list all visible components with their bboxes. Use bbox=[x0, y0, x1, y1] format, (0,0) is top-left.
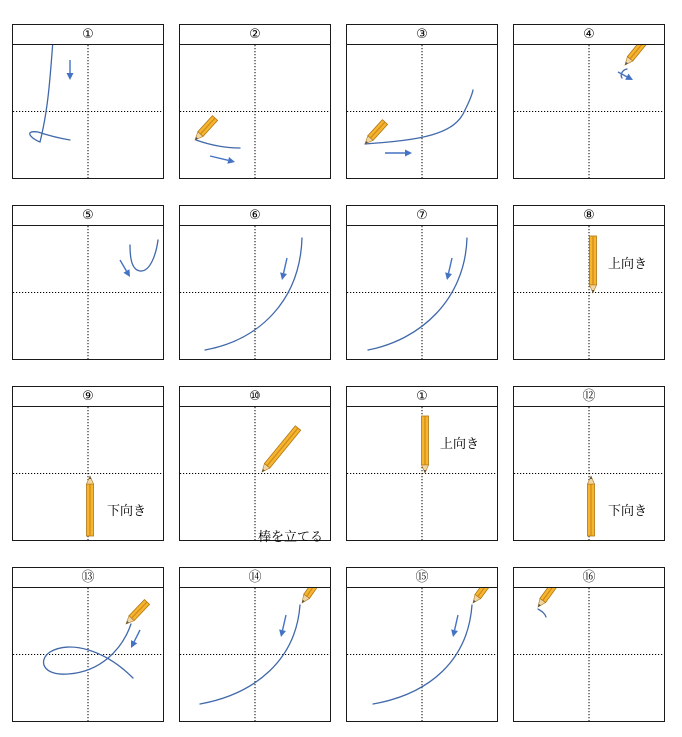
panel-drawing bbox=[180, 588, 330, 721]
stroke-panel bbox=[179, 205, 331, 360]
panel-step-number: ⑤ bbox=[13, 206, 163, 226]
panel-drawing bbox=[180, 407, 330, 540]
direction-arrow-icon bbox=[210, 156, 235, 164]
panel-drawing bbox=[13, 226, 163, 359]
stroke-panel bbox=[179, 386, 331, 541]
panel-step-number: ⑭ bbox=[180, 568, 330, 588]
pencil-direction-label: 下向き bbox=[608, 504, 648, 519]
panel-step-number: ⑬ bbox=[13, 568, 163, 588]
direction-arrow-icon bbox=[131, 630, 140, 648]
stroke-path bbox=[196, 140, 240, 148]
pencil-icon bbox=[590, 236, 597, 293]
direction-arrow-icon bbox=[445, 258, 452, 280]
stroke-panel bbox=[346, 205, 498, 360]
panel-drawing bbox=[514, 588, 664, 721]
direction-arrow-icon bbox=[67, 60, 74, 80]
direction-arrow-icon bbox=[280, 258, 287, 280]
pencil-direction-label: 棒を立てる bbox=[258, 530, 324, 545]
stroke-path bbox=[365, 90, 473, 144]
pencil-icon bbox=[259, 426, 300, 474]
panel-drawing bbox=[180, 45, 330, 178]
stroke-path bbox=[205, 238, 302, 350]
panel-step-number: ① bbox=[13, 25, 163, 45]
panel-step-number: ⑯ bbox=[514, 568, 664, 588]
direction-arrow-icon bbox=[279, 615, 286, 637]
pencil-icon bbox=[470, 588, 493, 605]
stroke-panel bbox=[346, 386, 498, 541]
pencil-icon bbox=[535, 588, 557, 609]
pencil-icon bbox=[87, 476, 94, 536]
stroke-path bbox=[368, 238, 467, 350]
panel-step-number: ⑦ bbox=[347, 206, 497, 226]
panel-drawing bbox=[13, 588, 163, 721]
panel-drawing bbox=[13, 45, 163, 178]
stroke-panel bbox=[179, 567, 331, 722]
pencil-icon bbox=[192, 116, 217, 143]
direction-arrow-icon bbox=[120, 260, 130, 277]
panel-drawing bbox=[13, 407, 163, 540]
pencil-icon bbox=[588, 476, 595, 536]
panel-step-number: ④ bbox=[514, 25, 664, 45]
panel-step-number: ⑥ bbox=[180, 206, 330, 226]
direction-arrow-icon bbox=[385, 150, 412, 157]
panel-step-number: ① bbox=[347, 387, 497, 407]
stroke-path bbox=[538, 609, 546, 617]
stroke-panel bbox=[12, 205, 164, 360]
stroke-panel bbox=[513, 567, 665, 722]
pencil-direction-label: 上向き bbox=[608, 257, 648, 272]
panel-drawing bbox=[347, 45, 497, 178]
panel-step-number: ⑩ bbox=[180, 387, 330, 407]
panel-drawing bbox=[347, 226, 497, 359]
panel-drawing bbox=[514, 226, 664, 359]
pencil-icon bbox=[123, 600, 149, 627]
stroke-panel bbox=[179, 24, 331, 179]
direction-arrow-icon bbox=[451, 615, 458, 637]
direction-arrow-icon bbox=[618, 72, 633, 80]
pencil-direction-label: 上向き bbox=[440, 437, 480, 452]
pencil-icon bbox=[422, 416, 429, 473]
stroke-path bbox=[130, 240, 158, 271]
panel-drawing bbox=[347, 407, 497, 540]
pencil-icon bbox=[299, 588, 321, 605]
panel-drawing bbox=[347, 588, 497, 721]
panel-step-number: ⑧ bbox=[514, 206, 664, 226]
panel-step-number: ② bbox=[180, 25, 330, 45]
stroke-panel bbox=[12, 24, 164, 179]
panel-drawing bbox=[514, 45, 664, 178]
panel-step-number: ③ bbox=[347, 25, 497, 45]
stroke-panel bbox=[513, 205, 665, 360]
stroke-panel bbox=[346, 567, 498, 722]
pencil-direction-label: 下向き bbox=[107, 504, 147, 519]
panel-drawing bbox=[180, 226, 330, 359]
stroke-path bbox=[30, 45, 70, 142]
stroke-panel bbox=[513, 24, 665, 179]
pencil-icon bbox=[622, 45, 645, 67]
stroke-panel bbox=[12, 567, 164, 722]
panel-step-number: ⑮ bbox=[347, 568, 497, 588]
panel-drawing bbox=[514, 407, 664, 540]
panel-step-number: ⑨ bbox=[13, 387, 163, 407]
stroke-panel bbox=[346, 24, 498, 179]
panel-step-number: ⑫ bbox=[514, 387, 664, 407]
